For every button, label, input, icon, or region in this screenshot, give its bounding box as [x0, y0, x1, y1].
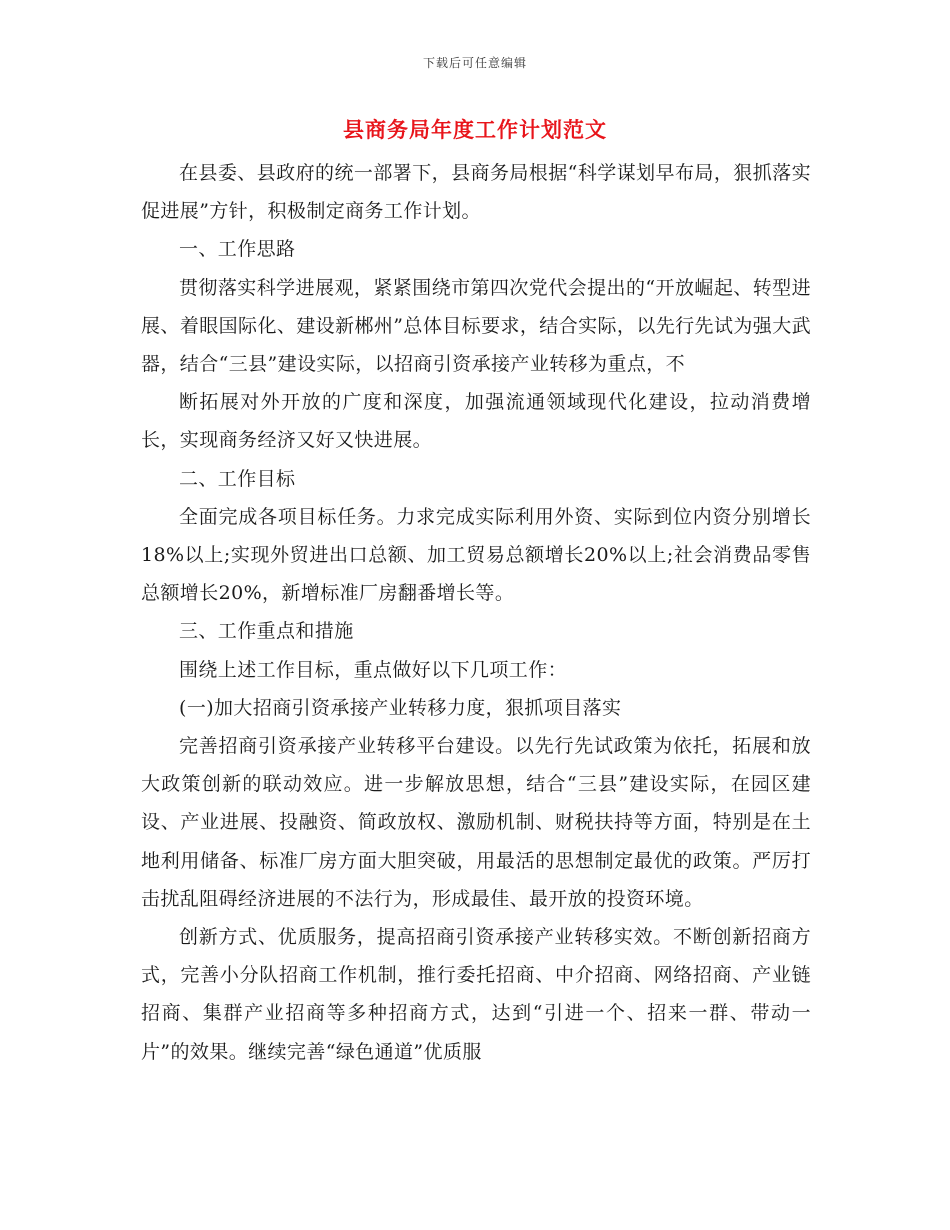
paragraph-targets: 全面完成各项目标任务。力求完成实际利用外资、实际到位内资分别增长18%以上;实现外贸进出口总额、加工贸易总额增长20%以上;社会消费品零售总额增长20%，新增标准厂房翻番增长等。: [141, 505, 811, 605]
section-heading-2: 二、工作目标: [179, 467, 296, 490]
document-body: [141, 154, 811, 1071]
paragraph-platform: 完善招商引资承接产业转移平台建设。以先行先试政策为依托，拓展和放大政策创新的联动效应。进一步解放思想，结合“三县”建设实际，在园区建设、产业进展、投融资、简政放权、激励机制、财税扶持等方面，特别是在土地利用储备、标准厂房方面大胆突破，用最活的思想制定最优的政策。严厉打击扰乱阻碍经济进展的不法行为，形成最佳、最开放的投资环境。: [141, 735, 811, 910]
subsection-heading-1: (一)加大招商引资承接产业转移力度，狠抓项目落实: [179, 696, 622, 719]
paragraph-thinking: 贯彻落实科学进展观，紧紧围绕市第四次党代会提出的“开放崛起、转型进展、着眼国际化、建设新郴州”总体目标要求，结合实际，以先行先试为强大武器，结合“三县”建设实际，以招商引资承接产业转移为重点，不: [141, 276, 811, 376]
section-heading-3: 三、工作重点和措施: [179, 620, 354, 643]
paragraph-thinking-cont: 断拓展对外开放的广度和深度，加强流通领域现代化建设，拉动消费增长，实现商务经济又好又快进展。: [141, 391, 811, 452]
header-note: 下载后可任意编辑: [422, 56, 527, 70]
document-title: 县商务局年度工作计划范文: [343, 117, 607, 142]
paragraph-focus: 围绕上述工作目标，重点做好以下几项工作：: [179, 658, 568, 681]
section-heading-1: 一、工作思路: [179, 238, 296, 261]
paragraph-methods: 创新方式、优质服务，提高招商引资承接产业转移实效。不断创新招商方式，完善小分队招商工作机制，推行委托招商、中介招商、网络招商、产业链招商、集群产业招商等多种招商方式，达到“引进一个、招来一群、带动一片”的效果。继续完善“绿色通道”优质服: [141, 926, 811, 1063]
intro-paragraph: 在县委、县政府的统一部署下，县商务局根据“科学谋划早布局，狠抓落实促进展”方针，积极制定商务工作计划。: [141, 162, 811, 223]
